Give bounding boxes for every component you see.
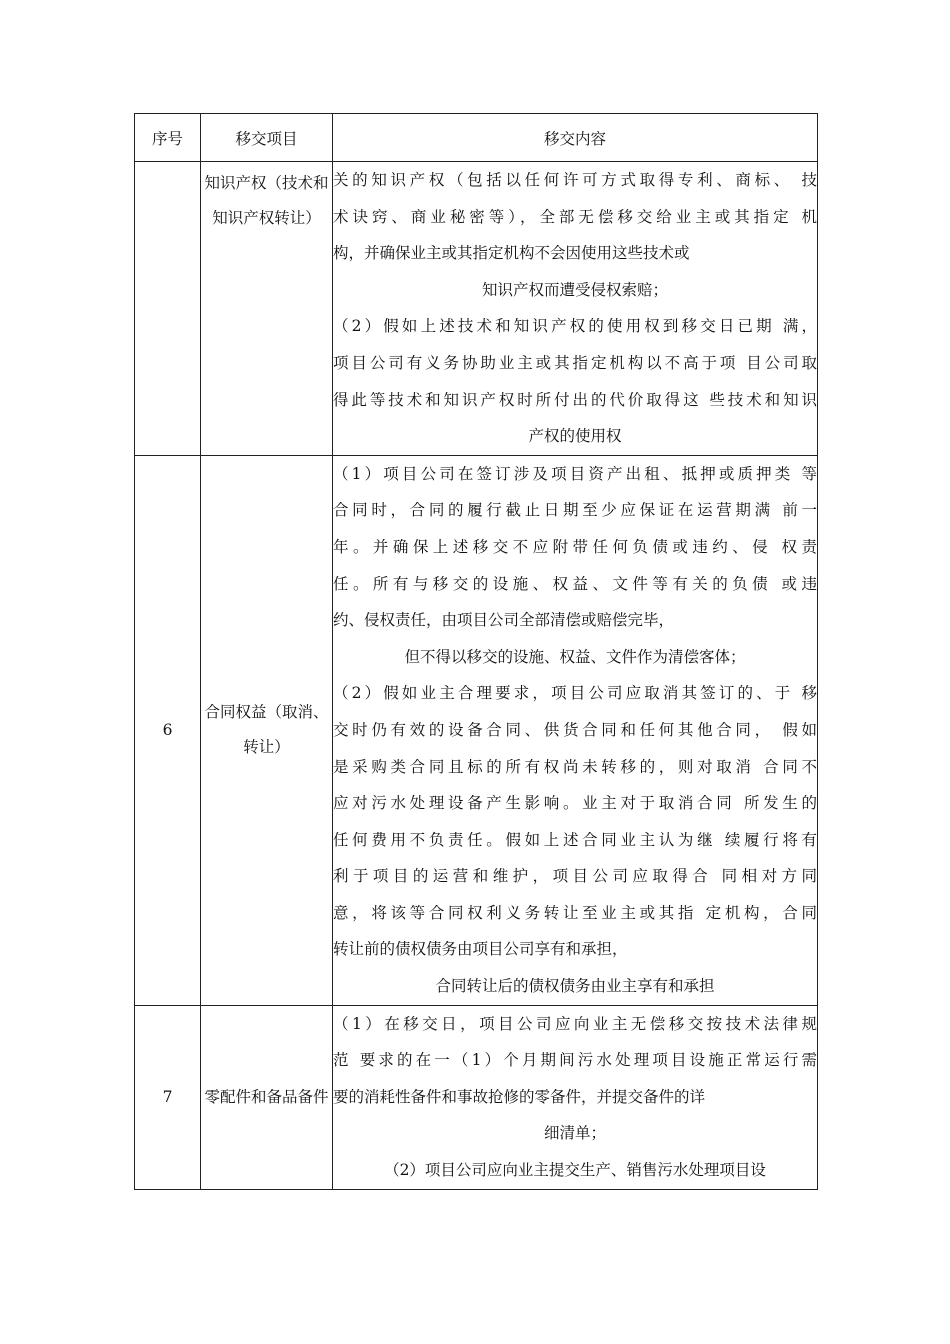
content-line: （1）在移交日，项目公司应向业主无偿移交按技术法律规 xyxy=(333,1014,817,1033)
content-line: 转让前的债权债务由项目公司享有和承担， xyxy=(333,940,628,959)
header-no: 序号 xyxy=(135,114,201,162)
content-line: 任何费用不负责任。假如上述合同业主认为继 续履行将有 xyxy=(333,830,817,849)
row-no xyxy=(135,162,201,456)
content-line: 约、侵权责任，由项目公司全部清偿或赔偿完毕， xyxy=(333,611,675,630)
content-line: 要的消耗性备件和事故抢修的零备件，并提交备件的详 xyxy=(333,1087,706,1106)
content-line: 应对污水处理设备产生影响。业主对于取消合同 所发生的 xyxy=(333,794,817,813)
content-line: （1）项目公司在签订涉及项目资产出租、抵押或质押类 等 xyxy=(333,464,817,483)
row-content xyxy=(333,455,818,1005)
row-item: 零配件和备品备件 xyxy=(201,1005,333,1189)
content-line: 交时仍有效的设备合同、供货合同和任何其他合同， 假如 xyxy=(333,720,817,739)
header-content: 移交内容 xyxy=(333,114,818,162)
content-line: 合同时，合同的履行截止日期至少应保证在运营期满 前一 xyxy=(333,501,817,520)
content-line: 任。所有与移交的设施、权益、文件等有关的负债 或违 xyxy=(333,574,817,593)
table-row xyxy=(135,162,818,456)
content-line: 项目公司有义务协助业主或其指定机构以不高于项 目公司取 xyxy=(333,353,817,372)
table-header-row xyxy=(135,114,818,162)
row-content xyxy=(333,1005,818,1189)
content-line: 关的知识产权（包括以任何许可方式取得专利、商标、 技 xyxy=(333,171,817,189)
table-row xyxy=(135,1005,818,1189)
content-line: 利于项目的运营和维护，项目公司应取得合 同相对方同 xyxy=(333,867,817,886)
row-item: 知识产权（技术和知识产权转让） xyxy=(201,162,333,456)
content-line: 知识产权而遭受侵权索赔； xyxy=(481,280,668,299)
row-content xyxy=(333,162,818,456)
content-line: （2）项目公司应向业主提交生产、销售污水处理项目设 xyxy=(384,1161,766,1180)
row-no: 7 xyxy=(135,1005,201,1189)
content-line: 年。并确保上述移交不应附带任何负债或违约、侵 权责 xyxy=(333,537,817,556)
content-line: （2）假如业主合理要求，项目公司应取消其签订的、于 移 xyxy=(333,684,817,703)
transfer-table xyxy=(134,113,818,1190)
table-row xyxy=(135,455,818,1005)
content-line: 细清单； xyxy=(543,1124,606,1143)
content-line: 但不得以移交的设施、权益、文件作为清偿客体； xyxy=(404,647,746,666)
content-line: 术诀窍、商业秘密等），全部无偿移交给业主或其指定 机 xyxy=(333,207,817,226)
row-no: 6 xyxy=(135,455,201,1005)
content-line: 意，将该等合同权利义务转让至业主或其指 定机构，合同 xyxy=(333,903,817,922)
content-line: 得此等技术和知识产权时所付出的代价取得这 些技术和知识 xyxy=(333,390,817,409)
content-line: 产权的使用权 xyxy=(528,427,622,446)
content-line: 范 要求的在一（1）个月期间污水处理项目设施正常运行需 xyxy=(333,1051,817,1070)
content-line: 构，并确保业主或其指定机构不会因使用这些技术或 xyxy=(333,244,690,263)
content-line: （2）假如上述技术和知识产权的使用权到移交日已期 满， xyxy=(333,317,817,336)
header-item: 移交项目 xyxy=(201,114,333,162)
content-line: 合同转让后的债权债务由业主享有和承担 xyxy=(435,977,715,996)
row-item: 合同权益（取消、转让） xyxy=(201,455,333,1005)
content-line: 是采购类合同且标的所有权尚未转移的，则对取消 合同不 xyxy=(333,757,817,776)
